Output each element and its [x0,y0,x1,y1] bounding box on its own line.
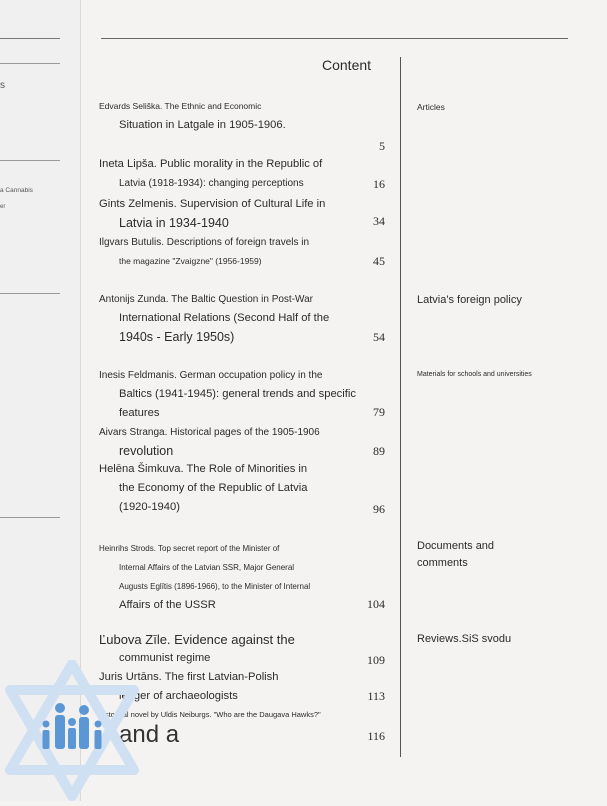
toc-entry[interactable] [99,97,369,135]
toc-entry[interactable] [99,195,369,233]
page-number: 89 [373,444,385,458]
star-of-david-family-icon [2,660,142,801]
entry-line: the magazine "Zvaigzne" (1956-1959) [119,256,262,266]
entry-line: revolution [119,444,174,458]
entry-line: Ineta Lipša. Public morality in the Republic of [99,158,323,170]
toc-entry[interactable] [99,155,369,193]
margin-rule [0,38,60,39]
entry-line: communist regime [119,652,211,664]
entry-line: the Economy of the Republic of Latvia [119,482,308,494]
page-number: 104 [367,597,385,611]
entry-line: Latvia in 1934-1940 [119,216,229,230]
page-number: 79 [373,405,385,419]
margin-rule [0,63,60,64]
toc-entry[interactable] [99,233,369,271]
toc-entry[interactable] [99,290,369,347]
page-title: Content [322,57,372,73]
entry-line: Edvards Seliška. The Ethnic and Economic [99,101,262,111]
entry-line: International Relations (Second Half of the [119,312,330,324]
page-number: 113 [367,689,385,703]
top-rule [101,38,568,39]
entry-line: features [119,407,160,419]
margin-rule [0,517,60,518]
entry-line: Augusts Eglītis (1896-1966), to the Minister of Internal [119,582,311,591]
section-label: Reviews.SiS svodu [417,633,512,645]
section-label: Articles [417,102,445,112]
entry-line: Situation in Latgale in 1905-1906. [119,119,286,131]
entry-line: ledger of archaeologists [119,690,238,702]
entry-line: Affairs of the USSR [119,599,216,611]
entry-line: Baltics (1941-1945): general trends and specific [119,388,356,400]
toc-entry[interactable] [99,366,369,423]
margin-fragment: er [0,204,6,210]
margin-rule [0,160,60,161]
page-number: 5 [379,139,385,153]
entry-line: historical novel by Uldis Neiburgs. "Who are the Daugava Hawks?" [99,710,321,719]
section-label: Materials for schools and universities [417,371,532,378]
entry-line: Helēna Šimkuva. The Role of Minorities in [99,463,308,475]
entry-line: Ľubova Zīle. Evidence against the [99,632,295,647]
entry-line: 1940s - Early 1950s) [119,330,235,344]
entry-line: Heinrihs Strods. Top secret report of the Minister of [99,544,280,553]
margin-rule [0,293,60,294]
entry-line: Aivars Stranga. Historical pages of the 1905-1906 [99,427,320,438]
margin-fragment: a Cannabis [0,187,33,194]
toc-entry[interactable] [99,539,369,615]
page-number: 116 [367,729,385,743]
page-number: 109 [367,653,385,667]
page-number: 96 [373,502,385,516]
section-label: Documents and comments [417,540,495,569]
entry-line: Internal Affairs of the Latvian SSR, Major General [119,563,295,572]
entry-line: Antonijs Zunda. The Baltic Question in Post-War [99,294,313,305]
page-number: 45 [373,254,385,268]
column-divider [400,57,401,757]
entry-line: Juris Urtāns. The first Latvian-Polish [99,671,279,683]
entry-line: Inesis Feldmanis. German occupation policy in the [99,370,323,381]
page-number: 54 [373,330,385,344]
section-label: Latvia's foreign policy [417,294,522,306]
entry-line: and a [119,721,180,748]
page-number: 16 [373,177,385,191]
entry-line: (1920-1940) [119,501,180,513]
page-number: 34 [373,214,385,228]
entry-line: Gints Zelmenis. Supervision of Cultural Life in [99,198,326,210]
entry-line: Ilgvars Butulis. Descriptions of foreign travels in [99,237,310,248]
margin-fragment: s [0,80,5,91]
toc-entry[interactable] [99,423,369,461]
toc-entry[interactable] [99,460,369,517]
entry-line: Latvia (1918-1934): changing perceptions [119,178,304,189]
